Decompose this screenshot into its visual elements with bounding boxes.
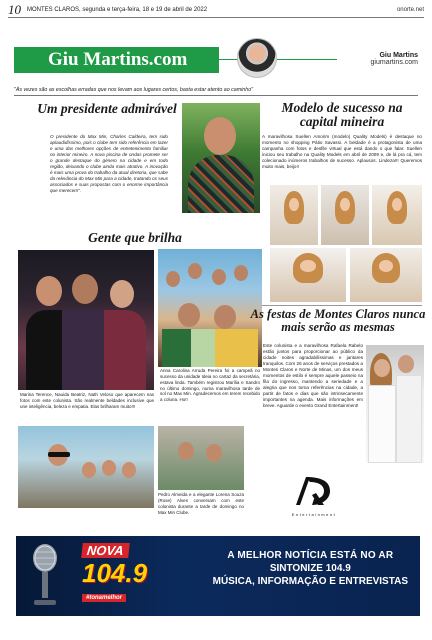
column-title: Giu Martins.com	[48, 49, 188, 70]
folio-rule	[8, 17, 424, 18]
body-modelo: A maravilhosa Suellen Amorim (modelo) Quality Models) é destaque no momento no shopping Pátio Savassi. A beldade é a protagonista de uma campanha com fotos e desfile virtual que está dando o que falar. Suellen iniciou seu trabalho na Quality Models em abril de 2009 e, de lá pra cá, tem colecionado inúmeros trabalhos de sucesso. Aplausos. Lindeza!!! Queremos muito mais, beijo!!	[262, 134, 422, 169]
microphone-icon	[26, 542, 64, 610]
author-byline	[371, 52, 418, 66]
column-masthead	[14, 47, 219, 73]
body-admiravel: O presidente do Max Min, Charles Caldeira, tem sido aplaudidíssimo, pois o clube tem sido referência em lazer e uma das melhores opções de entretenimento familiar no interior mineiro. A nova piscina de ondas promete ser o grande destaque do género na cidade e em todo região, deixando o clube ainda mais atrativo. A inovação é mais uma prova do trabalho da atual diretoria, que sabe da relevância do Max Min para a cidade, tratando os seus associados e suas propostas com o enorme importância que merecem".	[50, 134, 168, 193]
brand-hashtag: #tonamelhor	[82, 594, 126, 602]
ad-line-2: SINTONIZE 104.9	[269, 563, 351, 574]
photo-festas	[366, 345, 424, 463]
photo-presidente	[182, 103, 260, 213]
radio-advertisement[interactable]	[16, 536, 420, 616]
headline-festas: As festas de Montes Claros nunca mais serão as mesmas	[250, 307, 426, 335]
photo-modelo-1	[270, 185, 318, 245]
caption-gente-4: Pedro Almeida e a elegante Lorena Souza (Rose) Alves conversam com este colunista durante a tarde de domingo no Max Min Clube.	[158, 492, 244, 515]
ad-line-1: A MELHOR NOTÍCIA ESTÁ NO AR	[227, 550, 394, 561]
photo-modelo-4	[270, 248, 346, 302]
brand-frequency: 104.9	[82, 558, 148, 588]
date-line: MONTES CLAROS, segunda e terça-feira, 18 e 19 de abril de 2022	[27, 7, 208, 13]
caption-gente-2: Anna Carolina Arruda Pereira foi a campeã no sucesso da unidade Ideia no cartaz da secretária, estava linda. Também registrou Marília e Sandro no último domingo, numa maravilhosa tarde de sol no Max Min. Agradecemos em terem recebido a coluna. Ho!!	[160, 368, 260, 403]
photo-modelo-5	[350, 248, 422, 302]
grand-entertainment-logo	[268, 468, 360, 520]
ad-line-3: MÚSICA, INFORMAÇÃO E ENTREVISTAS	[212, 576, 408, 587]
headline-gente: Gente que brilha	[88, 230, 182, 245]
body-festas: Este colunista e a maravilhosa Rafaela Rabelo estão juntos para proporcionar ao público da cidade noites agradabilíssimas e jantares tranquilos. Com 26 anos de serviços prestados a Montes Claros e Norte de Minas, um dos meus momentos de estilo é sempre aquele passeio na fila do ingresso, mantendo a seriedade e a alegria que nos torna referências na cidade, a partir de fatos e dias que são intrinsecamente importantes na agenda. Mais informações em breve. Aguarde o evento Grand Entertainment!	[263, 343, 363, 408]
brand-name: NOVA	[81, 543, 129, 558]
section-divider	[262, 305, 422, 306]
masthead-rule-right	[277, 59, 337, 60]
photo-gente-3	[18, 426, 154, 508]
photo-modelo-3	[372, 185, 422, 245]
author-avatar	[237, 38, 277, 78]
site-link[interactable]: onorte.net	[396, 7, 424, 13]
headline-admiravel: Um presidente admirável	[37, 101, 177, 116]
nova-fm-logo	[82, 542, 182, 610]
headline-modelo: Modelo de sucesso na capital mineira	[281, 100, 403, 130]
photo-gente-1	[18, 250, 154, 390]
ad-copy	[213, 550, 408, 587]
photo-modelo-2	[321, 185, 369, 245]
author-handle[interactable]: giumartins.com	[370, 59, 418, 66]
masthead-rule-left	[219, 59, 239, 60]
column-quote: "Às vezes são as escolhas erradas que nos levam aos lugares certos, basta estar atento ao caminho"	[14, 87, 418, 96]
caption-gente-1: Marina Terence, Nauida Beatriz, Nath Veloso que aparecem nas fotos com este colunista. São realmente beldades inclusive que une inteligência, beleza e empatia. Elas brilharam muito!!!	[20, 392, 154, 409]
logo-subtitle: Entertainment	[291, 512, 337, 517]
photo-gente-2	[158, 249, 262, 367]
page-folio	[8, 4, 424, 16]
grand-monogram-icon	[290, 471, 338, 511]
photo-gente-4	[158, 426, 244, 490]
page-number: 10	[8, 2, 21, 17]
author-name: Giu Martins	[379, 52, 418, 59]
